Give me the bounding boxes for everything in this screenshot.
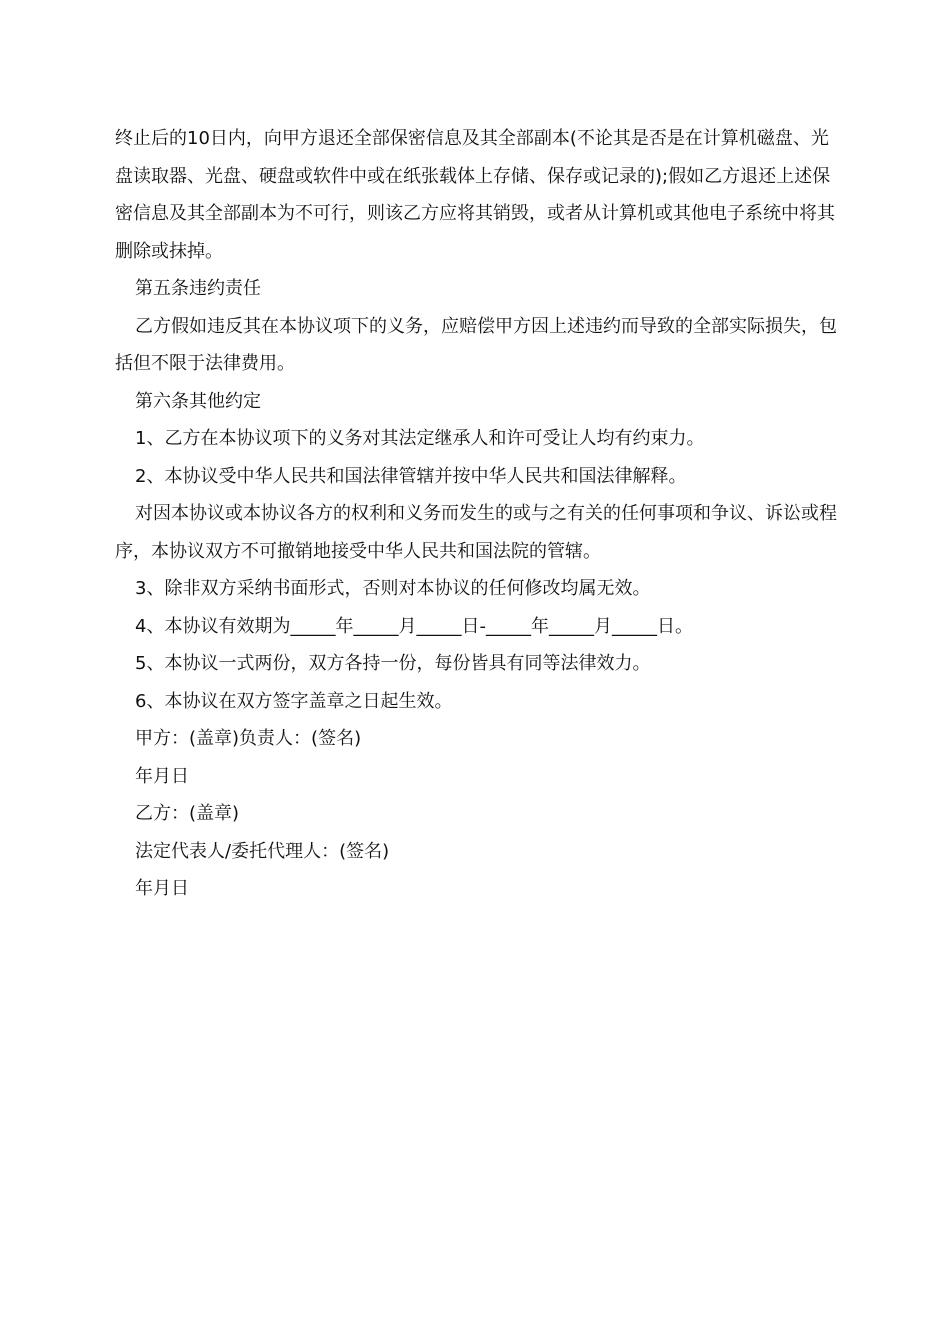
clause-1: 1、乙方在本协议项下的义务对其法定继承人和许可受让人均有约束力。 bbox=[135, 428, 705, 449]
heading-article-6: 第六条其他约定 bbox=[135, 390, 261, 412]
clause-2: 2、本协议受中华人民共和国法律管辖并按中华人民共和国法律解释。 bbox=[135, 465, 687, 487]
party-b-date: 年月日 bbox=[135, 878, 189, 899]
paragraph-return-confidential-info: 终止后的10日内，向甲方退还全部保密信息及其全部副本(不论其是否是在计算机磁盘、光盘读取器、光盘、硬盘或软件中或在纸张载体上存储、保存或记录的);假如乙方退还上述保密信息及其全部副本为不可行，则该乙方应将其销毁，或者从计算机或其他电子系统中将其删除或抹掉。 bbox=[115, 128, 835, 262]
heading-article-5: 第五条违约责任 bbox=[135, 278, 261, 299]
clause-6: 6、本协议在双方签字盖章之日起生效。 bbox=[135, 690, 453, 712]
clause-5: 5、本协议一式两份，双方各持一份，每份皆具有同等法律效力。 bbox=[135, 653, 651, 674]
party-b-representative: 法定代表人/委托代理人：(签名) bbox=[135, 840, 390, 862]
paragraph-jurisdiction: 对因本协议或本协议各方的权利和义务而发生的或与之有关的任何事项和争议、诉讼或程序，本协议双方不可撤销地接受中华人民共和国法院的管辖。 bbox=[115, 503, 837, 562]
party-a-signature: 甲方：(盖章)负责人：(签名) bbox=[135, 728, 362, 749]
document-body bbox=[115, 120, 837, 908]
party-a-date: 年月日 bbox=[135, 765, 189, 787]
clause-4-validity: 4、本协议有效期为_____年_____月_____日-_____年_____月_____日。 bbox=[135, 615, 693, 637]
party-b-seal: 乙方：(盖章) bbox=[135, 803, 240, 824]
clause-3: 3、除非双方采纳书面形式，否则对本协议的任何修改均属无效。 bbox=[135, 578, 651, 599]
paragraph-liability: 乙方假如违反其在本协议项下的义务，应赔偿甲方因上述违约而导致的全部实际损失，包括但不限于法律费用。 bbox=[115, 315, 837, 374]
